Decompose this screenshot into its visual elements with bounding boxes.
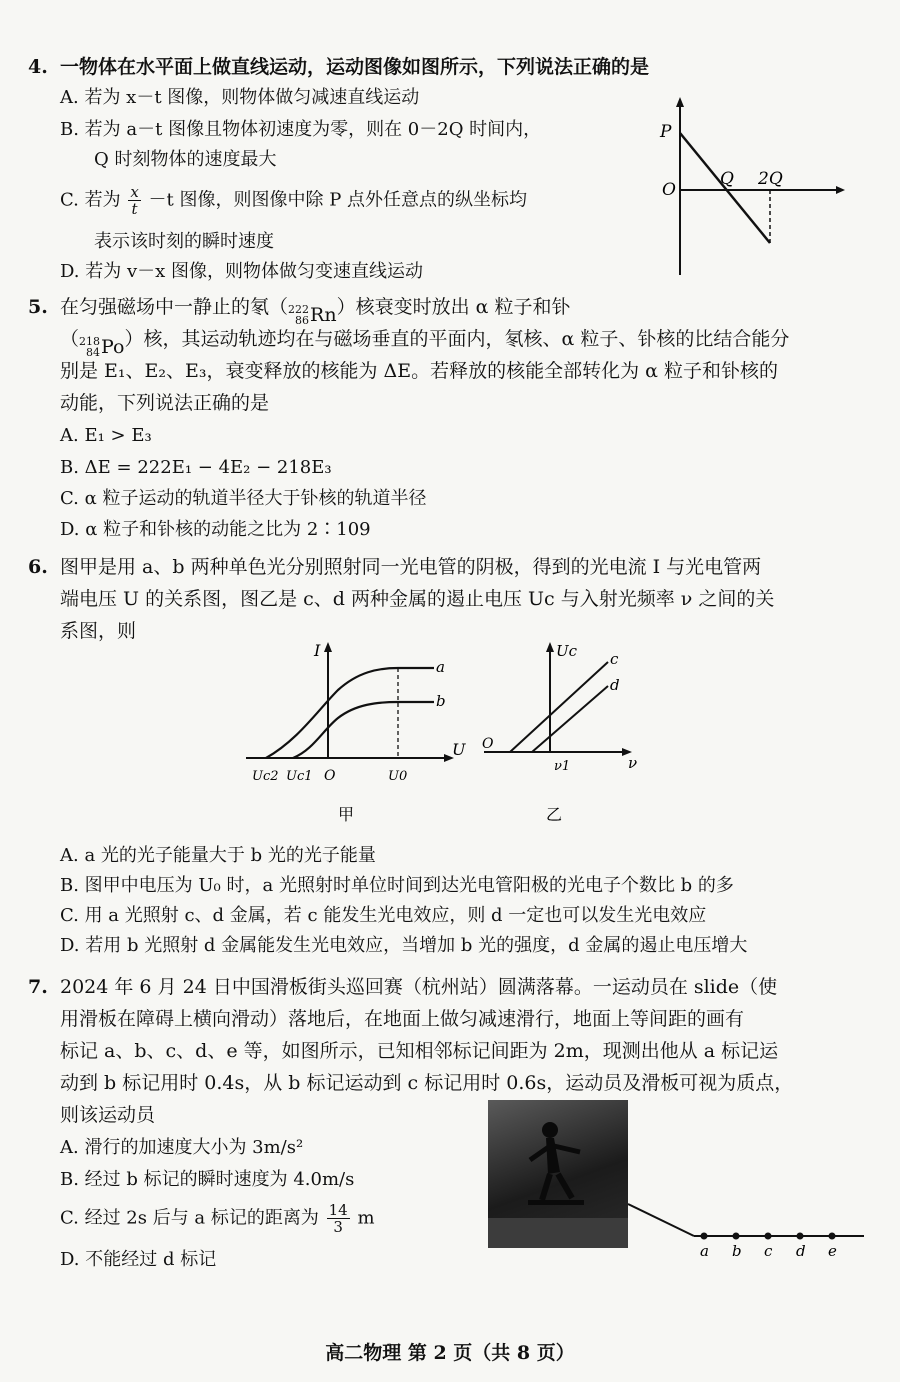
mark-dot-d: [797, 1233, 804, 1240]
q6-figure-a: [238, 640, 478, 830]
q6-line1: [28, 552, 761, 582]
mark-dot-e: [829, 1233, 836, 1240]
q4-option-b-line2: Q 时刻物体的速度最大: [94, 149, 277, 170]
po-charge: 84: [86, 346, 101, 359]
q7-option-c: [60, 1202, 375, 1235]
fig-b-caption: 乙: [546, 805, 563, 824]
q4-label-o: O: [662, 180, 676, 200]
q5-line3: 别是 E₁、E₂、E₃，衰变释放的核能为 ΔE。若释放的核能全部转化为 α 粒子和钋核的: [60, 360, 779, 382]
q4-label-q: Q: [720, 169, 734, 189]
skateboarder-photo: [488, 1100, 628, 1248]
skateboarder-silhouette: [488, 1100, 628, 1248]
q5-line4: 动能，下列说法正确的是: [60, 392, 270, 414]
q5-option-a: A. E₁ > E₃: [60, 425, 152, 446]
q6-figure-b: [480, 640, 650, 830]
fig-b-line-c: [510, 662, 608, 752]
frac-num: x: [130, 183, 139, 201]
q6-line1-text: 图甲是用 a、b 两种单色光分别照射同一光电管的阴极，得到的光电流 I 与光电管两: [60, 556, 762, 578]
q4-option-a: A. 若为 x－t 图像，则物体做匀减速直线运动: [60, 87, 420, 108]
q7-line2: 用滑板在障碍上横向滑动）落地后，在地面上做匀减速滑行，地面上等间距的画有: [60, 1008, 745, 1030]
rn-charge: 86: [295, 314, 310, 327]
frac-den: t: [131, 200, 138, 218]
q4-option-c-line2: 表示该时刻的瞬时速度: [94, 231, 274, 252]
q6-number: 6.: [28, 556, 48, 578]
fig-a-curve-b: [293, 702, 434, 758]
q6-option-b: B. 图甲中电压为 U₀ 时，a 光照射时单位时间到达光电管阳极的光电子个数比 b 的多: [60, 875, 734, 896]
fig-b-label-nu1: ν1: [554, 759, 571, 774]
fig-b-label-o: O: [482, 736, 494, 752]
q6-option-a: A. a 光的光子能量大于 b 光的光子能量: [60, 845, 376, 866]
q6-line3: 系图，则: [60, 620, 137, 642]
q4-number: 4.: [28, 56, 48, 78]
q5-option-c: C. α 粒子运动的轨道半径大于钋核的轨道半径: [60, 488, 427, 509]
q7-line1: [28, 972, 777, 1002]
q5-po-open: （: [60, 328, 80, 350]
q6-option-c: C. 用 a 光照射 c、d 金属，若 c 能发生光电效应，则 d 一定也可以发生光电效应: [60, 905, 707, 926]
q4-stem: [28, 52, 649, 82]
fig-a-label-a: a: [436, 658, 445, 676]
fig-a-label-u: U: [452, 740, 466, 759]
fig-a-label-o: O: [324, 768, 336, 784]
q4-option-c-post: －t 图像，则图像中除 P 点外任意点的纵坐标均: [148, 189, 528, 211]
q7-line4: 动到 b 标记用时 0.4s，从 b 标记运动到 c 标记用时 0.6s，运动员及滑板可视为质点，: [60, 1072, 794, 1094]
q7-option-c-pre: C. 经过 2s 后与 a 标记的距离为: [60, 1207, 319, 1229]
q5-line1-pre: 在匀强磁场中一静止的氡（: [60, 296, 289, 318]
mark-dot-b: [733, 1233, 740, 1240]
mark-dot-c: [765, 1233, 772, 1240]
q4-option-b-line1: B. 若为 a－t 图像且物体初速度为零，则在 0－2Q 时间内，: [60, 119, 542, 140]
mark-dot-a: [701, 1233, 708, 1240]
fig-a-label-uc1: Uc1: [286, 769, 313, 784]
q4-option-d: D. 若为 v－x 图像，则物体做匀变速直线运动: [60, 261, 423, 282]
page-footer: 高二物理 第 2 页（共 8 页）: [325, 1342, 575, 1364]
q4-label-2q: 2Q: [758, 169, 783, 189]
fig-b-label-uc: Uc: [556, 642, 578, 660]
slide-rail: [628, 1204, 694, 1236]
q7-option-a: A. 滑行的加速度大小为 3m/s²: [60, 1137, 304, 1158]
q4-stem-text: 一物体在水平面上做直线运动，运动图像如图所示，下列说法正确的是: [60, 56, 650, 78]
frac-num: 14: [328, 1201, 348, 1219]
fig-b-label-d: d: [610, 676, 620, 694]
mark-label-d: d: [796, 1242, 806, 1260]
fig-a-label-uc2: Uc2: [252, 769, 279, 784]
mark-label-a: a: [700, 1242, 709, 1260]
q5-line2-post: ）核，其运动轨迹均在与磁场垂直的平面内，氡核、α 粒子、钋核的比结合能分: [124, 328, 790, 350]
q7-line3: 标记 a、b、c、d、e 等，如图所示，已知相邻标记间距为 2m，现测出他从 a 标记运: [60, 1040, 779, 1062]
po-symbol: Po: [101, 336, 125, 358]
q7-number: 7.: [28, 976, 48, 998]
q7-option-c-post: m: [357, 1207, 375, 1229]
mark-label-b: b: [732, 1242, 742, 1260]
fig-a-label-i: I: [314, 641, 321, 660]
q4-option-c-pre: C. 若为: [60, 189, 121, 211]
q4-graph: [650, 95, 850, 285]
q5-line1-post: ）核衰变时放出 α 粒子和钋: [336, 296, 571, 318]
fig-a-curve-a: [266, 668, 434, 758]
q6-line2: 端电压 U 的关系图，图乙是 c、d 两种金属的遏止电压 Uc 与入射光频率 ν 之间的关: [60, 588, 775, 610]
mark-label-e: e: [828, 1242, 837, 1260]
q7-option-d: D. 不能经过 d 标记: [60, 1249, 217, 1270]
q7-line1-text: 2024 年 6 月 24 日中国滑板街头巡回赛（杭州站）圆满落幕。一运动员在 slide（使: [60, 976, 778, 998]
q7-option-c-fraction: [327, 1202, 350, 1235]
fig-b-label-c: c: [610, 650, 619, 668]
q5-option-d: D. α 粒子和钋核的动能之比为 2∶109: [60, 519, 371, 540]
rn-symbol: Rn: [310, 304, 337, 326]
rn-mass: 222: [288, 303, 310, 316]
q6-option-d: D. 若用 b 光照射 d 金属能发生光电效应，当增加 b 光的强度，d 金属的遏止电压增大: [60, 935, 748, 956]
q4-option-c: [60, 184, 527, 217]
fig-a-caption: 甲: [338, 805, 355, 824]
q4-option-c-fraction: [128, 184, 140, 217]
q5-number: 5.: [28, 296, 48, 318]
q4-label-p: P: [660, 122, 672, 142]
mark-label-c: c: [764, 1242, 773, 1260]
q7-option-b: B. 经过 b 标记的瞬时速度为 4.0m/s: [60, 1169, 355, 1190]
fig-b-label-nu: ν: [628, 754, 638, 772]
fig-a-label-u0: U0: [388, 769, 408, 784]
q7-marks-diagram: [628, 1196, 868, 1266]
fig-a-label-b: b: [436, 692, 446, 710]
q7-line5: 则该运动员: [60, 1104, 156, 1126]
po-mass: 218: [79, 335, 101, 348]
q5-option-b: B. ΔE = 222E₁ − 4E₂ − 218E₃: [60, 457, 332, 478]
frac-den: 3: [333, 1218, 343, 1236]
